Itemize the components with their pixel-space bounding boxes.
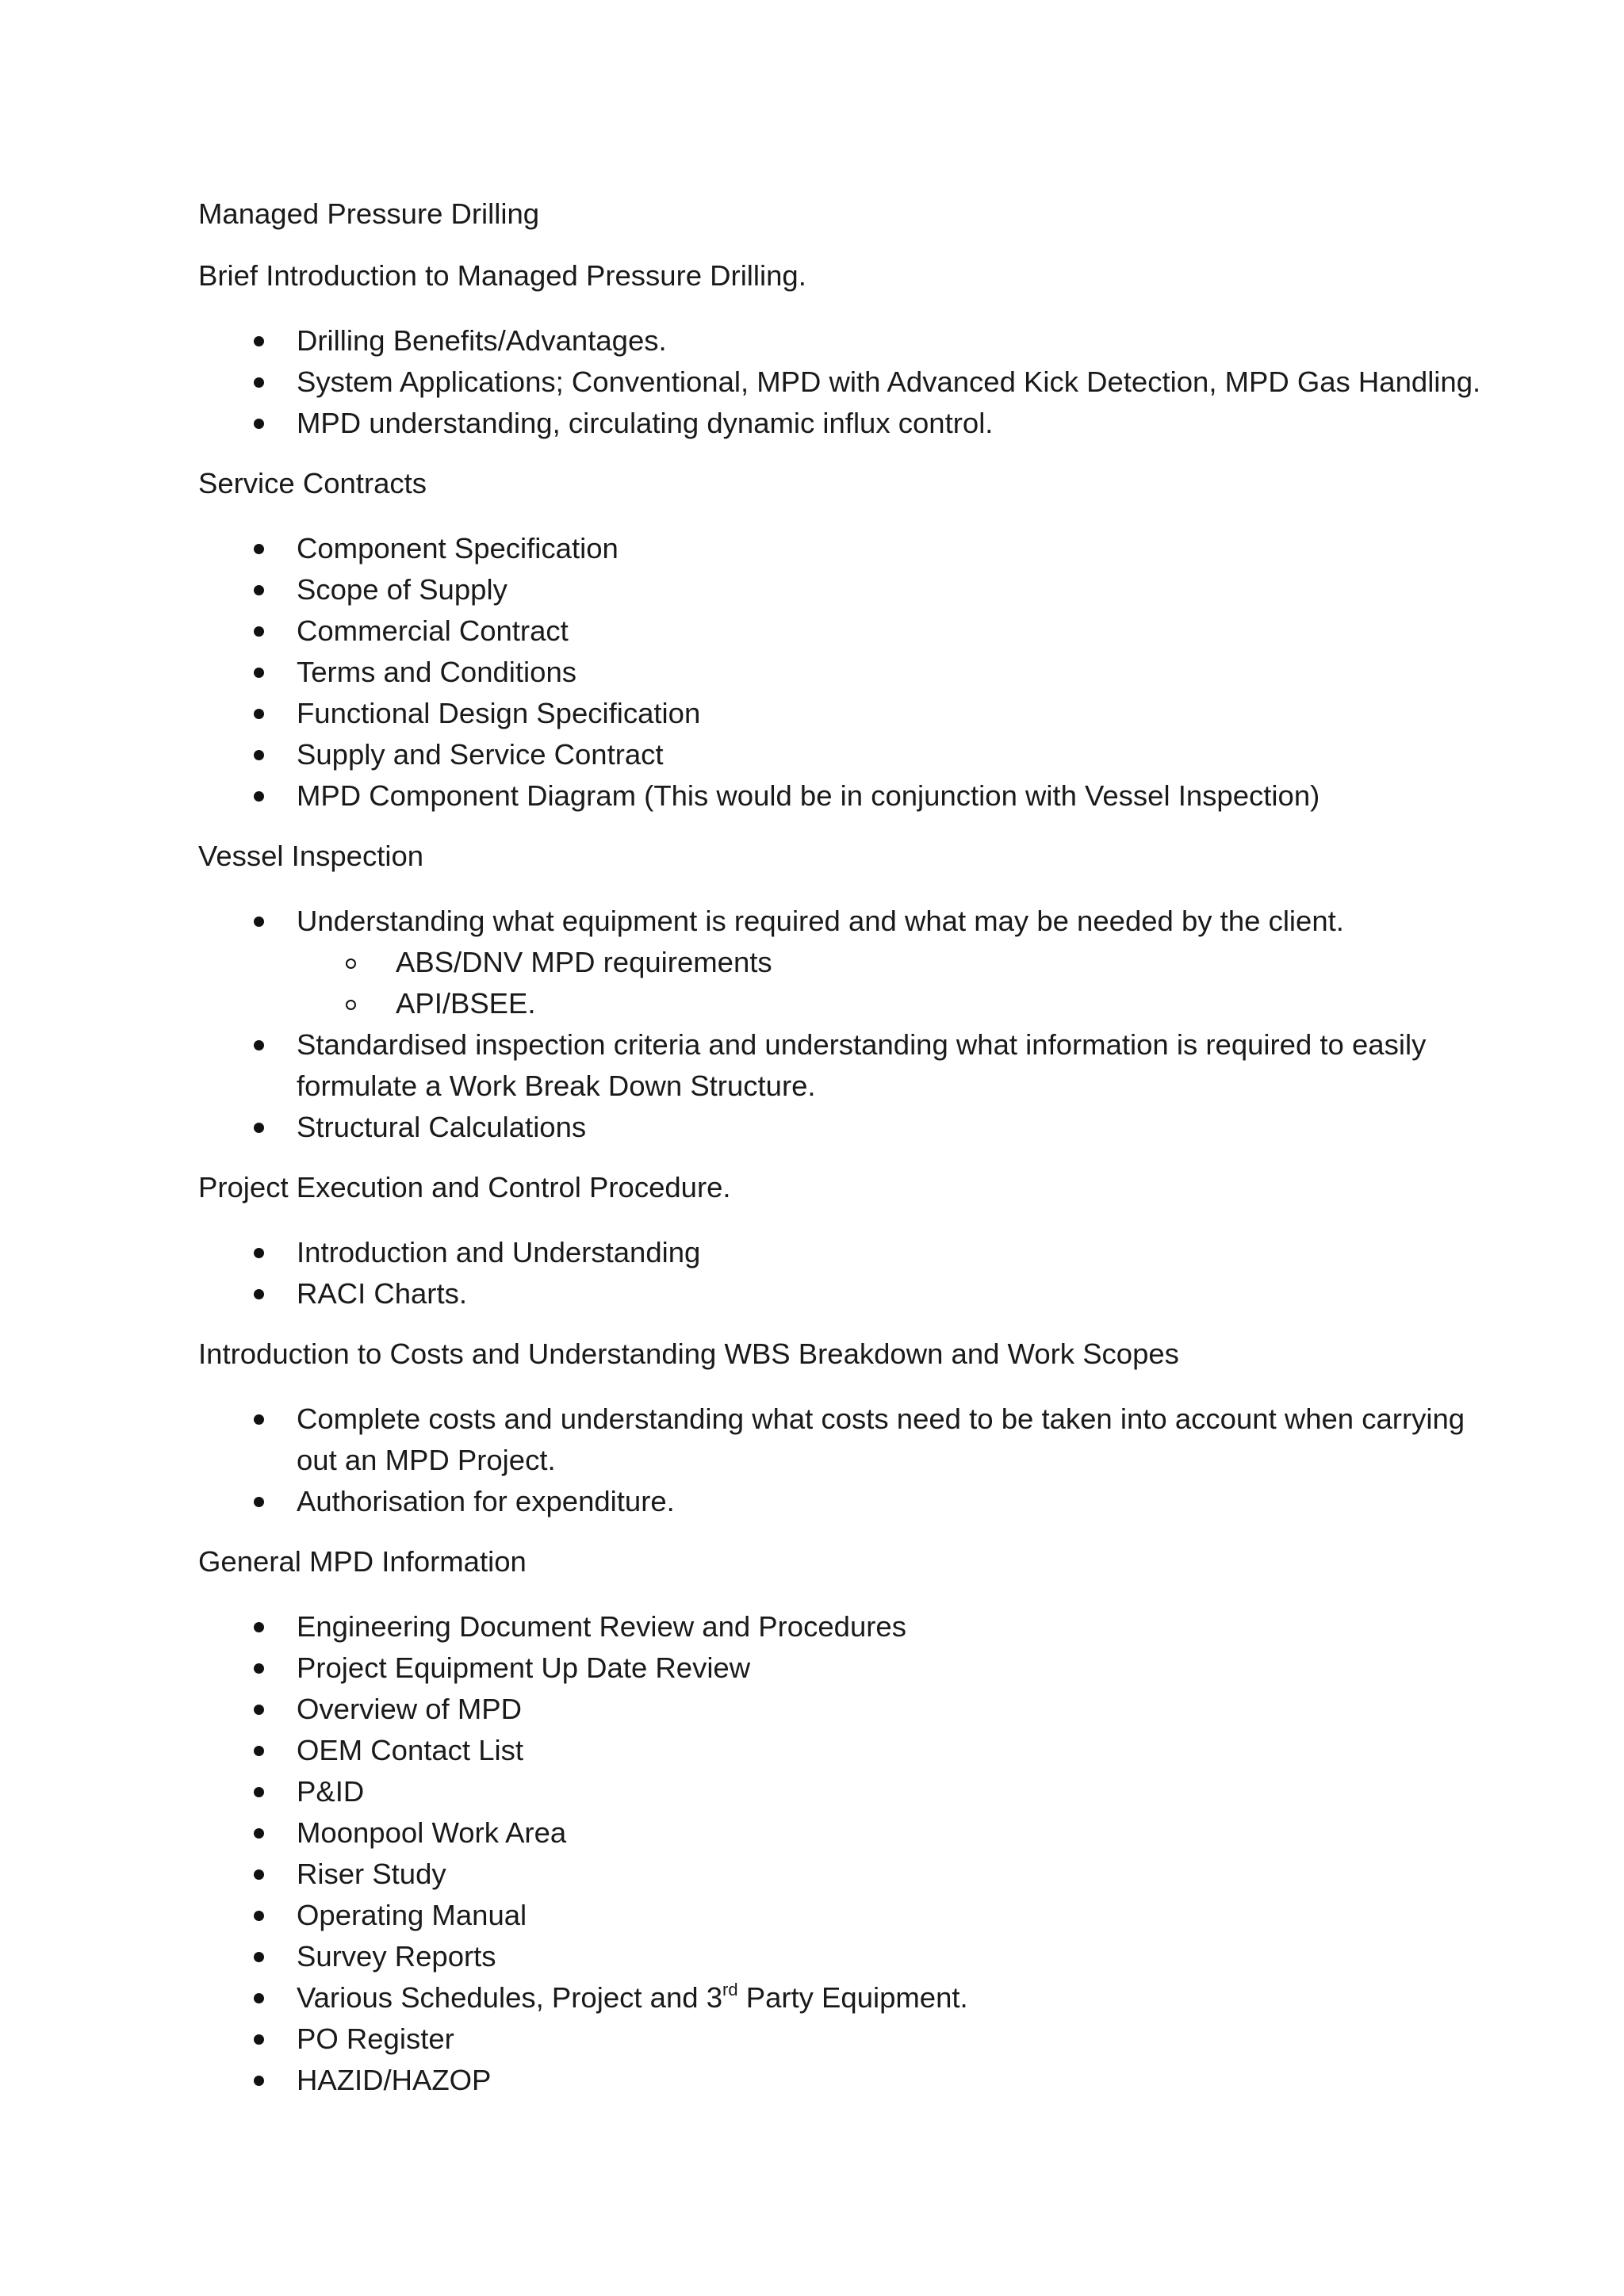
section-project-execution — [198, 1167, 1507, 1314]
section-vessel-inspection — [198, 836, 1507, 1148]
bullet-list-general-mpd — [198, 1606, 1507, 2101]
section-heading-project-execution: Project Execution and Control Procedure. — [198, 1171, 731, 1203]
list-item: HAZID/HAZOP — [198, 2060, 1507, 2101]
list-item: Project Equipment Up Date Review — [198, 1647, 1507, 1689]
list-item: Riser Study — [198, 1854, 1507, 1895]
bullet-list-project-execution — [198, 1232, 1507, 1314]
section-heading-general-mpd: General MPD Information — [198, 1545, 527, 1578]
superscript-ordinal: rd — [722, 1979, 738, 1999]
list-item: Scope of Supply — [198, 569, 1507, 610]
list-item: Overview of MPD — [198, 1689, 1507, 1730]
section-heading-vessel-inspection: Vessel Inspection — [198, 840, 424, 872]
list-item: Functional Design Specification — [198, 693, 1507, 734]
list-item: RACI Charts. — [198, 1273, 1507, 1314]
list-item: Survey Reports — [198, 1936, 1507, 1977]
section-service-contracts — [198, 463, 1507, 817]
bullet-list-costs — [198, 1399, 1507, 1522]
list-item: Commercial Contract — [198, 610, 1507, 652]
section-heading-costs: Introduction to Costs and Understanding WBS Breakdown and Work Scopes — [198, 1337, 1179, 1370]
section-heading-intro: Brief Introduction to Managed Pressure Drilling. — [198, 259, 806, 292]
document-body — [198, 193, 1507, 2101]
list-item: Operating Manual — [198, 1895, 1507, 1936]
section-intro — [198, 255, 1507, 444]
sub-list-item: API/BSEE. — [297, 983, 1507, 1024]
list-item: OEM Contact List — [198, 1730, 1507, 1771]
list-item: Authorisation for expenditure. — [198, 1481, 1507, 1522]
section-costs — [198, 1334, 1507, 1522]
list-item: P&ID — [198, 1771, 1507, 1812]
list-item: PO Register — [198, 2019, 1507, 2060]
section-heading-service-contracts: Service Contracts — [198, 467, 427, 499]
sub-list-item: ABS/DNV MPD requirements — [297, 942, 1507, 983]
list-item: Supply and Service Contract — [198, 734, 1507, 775]
list-item: Structural Calculations — [198, 1107, 1507, 1148]
list-item: Drilling Benefits/Advantages. — [198, 320, 1507, 362]
sub-list-standards — [297, 942, 1507, 1024]
list-item: MPD understanding, circulating dynamic influx control. — [198, 403, 1507, 444]
section-general-mpd — [198, 1541, 1507, 2101]
list-item: Various Schedules, Project and 3rd Party Equipment. — [198, 1977, 1507, 2019]
bullet-list-service-contracts — [198, 528, 1507, 817]
list-item: Standardised inspection criteria and understanding what information is required to easily formulate a Work Break Down Structure. — [198, 1024, 1507, 1107]
document-title: Managed Pressure Drilling — [198, 197, 540, 230]
list-item: MPD Component Diagram (This would be in conjunction with Vessel Inspection) — [198, 775, 1507, 817]
list-item: Moonpool Work Area — [198, 1812, 1507, 1854]
list-item: Terms and Conditions — [198, 652, 1507, 693]
list-item: Engineering Document Review and Procedures — [198, 1606, 1507, 1647]
bullet-list-intro — [198, 320, 1507, 444]
list-item: Component Specification — [198, 528, 1507, 569]
bullet-list-vessel-inspection — [198, 901, 1507, 1148]
list-item: Complete costs and understanding what costs need to be taken into account when carrying out an MPD Project. — [198, 1399, 1507, 1481]
list-item: Understanding what equipment is required and what may be needed by the client. ABS/DNV MPD requirements API/BSEE. — [198, 901, 1507, 1024]
list-item: System Applications; Conventional, MPD with Advanced Kick Detection, MPD Gas Handling. — [198, 362, 1507, 403]
list-item: Introduction and Understanding — [198, 1232, 1507, 1273]
